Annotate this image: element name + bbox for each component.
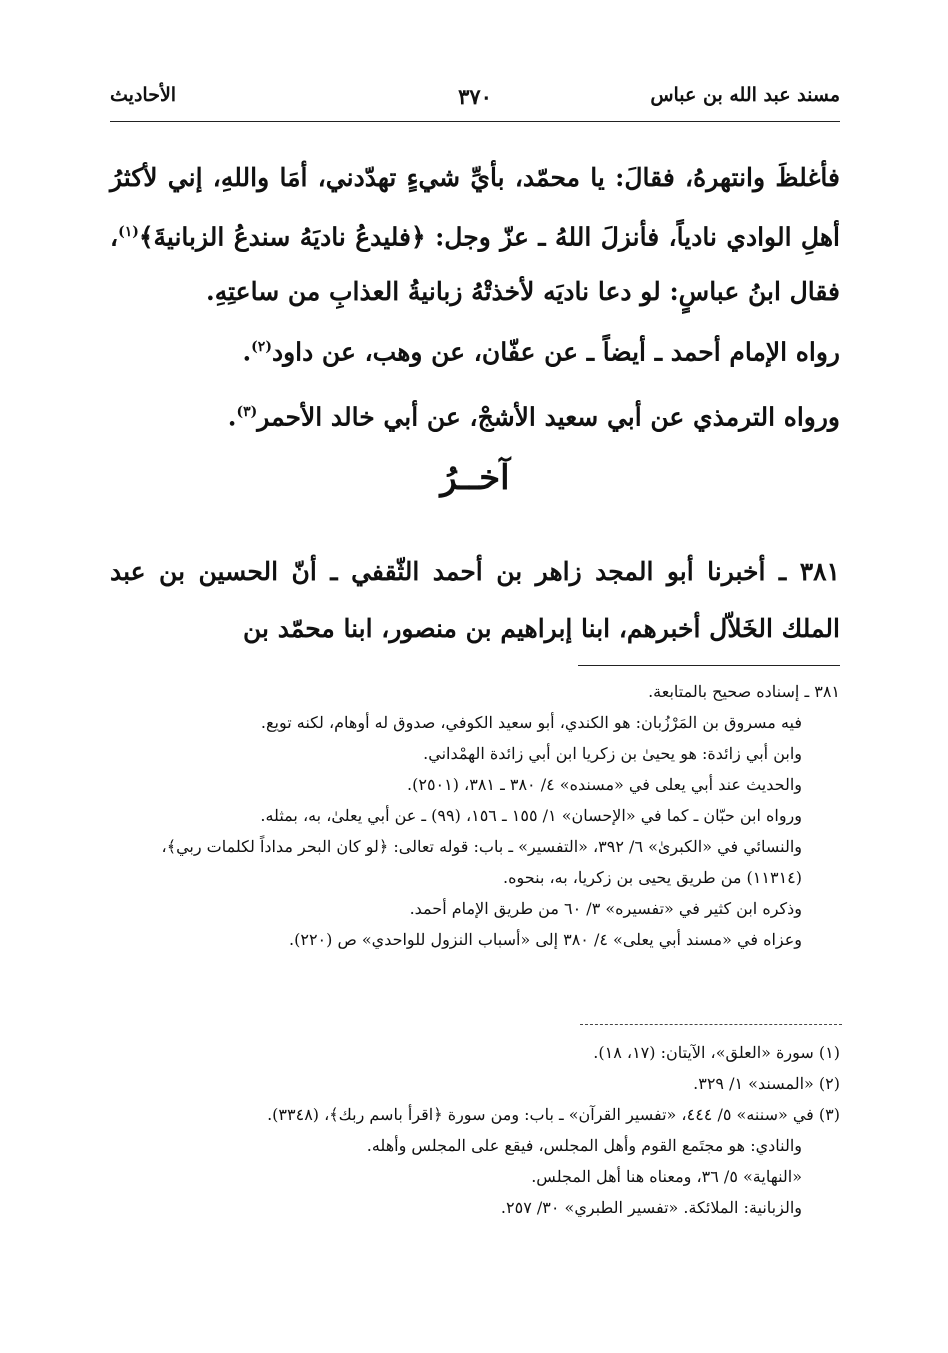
footnote-ref-2[interactable]: (٢) (251, 339, 272, 355)
footnote-3-line: «النهاية» ٥/ ٣٦، ومعناه هنا أهل المجلس. (531, 1167, 802, 1186)
narration-paragraph-ahmad (110, 320, 840, 379)
running-header (110, 84, 840, 120)
footnote-3-line: والنادي: هو مجتَمع القوم وأهل المجلس، فيقع على المجلس وأهله. (366, 1136, 802, 1155)
footnote-ref-1[interactable]: (١) (118, 224, 139, 240)
notes-divider (578, 665, 840, 666)
hadith-text-paragraph (110, 150, 840, 319)
paragraph-text: ورواه الترمذي عن أبي سعيد الأشجْ، عن أبي خالد الأحمر (257, 402, 840, 432)
notes-line: والحديث عند أبي يعلى في «مسنده» ٤/ ٣٨٠ ـ ٣٨١، (٢٥٠١). (407, 775, 802, 794)
footnotes-divider (580, 1024, 842, 1025)
header-book-title: مسند عبد الله بن عباس (650, 84, 840, 106)
takhrij-notes (130, 676, 840, 955)
notes-line: وعزاه في «مسند أبي يعلى» ٤/ ٣٨٠ إلى «أسباب النزول للواحدي» ص (٢٢٠). (289, 930, 802, 949)
header-section-title: الأحاديث (110, 84, 177, 106)
hadith-381-chain (110, 543, 840, 657)
paragraph-text-continued: ، فقال ابنُ عباسٍ: لو دعا ناديَه لأخذتْهُ زبانيةُ العذابِ من ساعتِهِ. (110, 222, 840, 307)
paragraph-text: رواه الإمام أحمد ـ أيضاً ـ عن عفّان، عن وهب، عن داود (271, 337, 840, 367)
footnote-ref-3[interactable]: (٣) (236, 404, 258, 420)
paragraph-end: . (242, 337, 252, 367)
notes-line: والنسائي في «الكبرىٰ» ٦/ ٣٩٢، «التفسير» ـ باب: قوله تعالى: ﴿لو كان البحر مداداً لكلمات ربي﴾، (١١٣١٤) من طريق يحيى بن زكريا، به، بنحوه. (161, 837, 802, 887)
paragraph-end: . (227, 402, 237, 432)
notes-heading: ٣٨١ ـ إسناده صحيح بالمتابعة. (648, 682, 840, 701)
page-number: ٣٧٠ (458, 84, 492, 109)
notes-line: وذكره ابن كثير في «تفسيره» ٣/ ٦٠ من طريق الإمام أحمد. (409, 899, 802, 918)
header-divider (110, 121, 840, 122)
footnote-1: (١) سورة «العلق»، الآيتان: (١٧، ١٨). (593, 1043, 840, 1062)
paragraph-text: ٣٨١ ـ أخبرنا أبو المجد زاهر بن أحمد الثّقفي ـ أنّ الحسين بن عبد الملك الخَلاّل أخبرهم، ابنا إبراهيم بن منصور، ابنا محمّد بن (110, 557, 840, 643)
narration-paragraph-tirmidhi (110, 385, 840, 444)
section-heading: آخــرُ (440, 458, 510, 498)
paragraph-text: فأغلظَ وانتهرهُ، فقالَ: يا محمّد، بأيِّ شيءٍ تهدّدني، أمَا واللهِ، إني لأكثرُ أهلِ الوادي نادياً، فأنزلَ اللهُ ـ عزّ وجل: ﴿فليدعُ ناديَهُ سندعُ الزبانيةَ﴾ (110, 163, 840, 252)
footnote-3-line: والزبانية: الملائكة. «تفسير الطبري» ٣٠/ ٢٥٧. (500, 1198, 802, 1217)
footnote-3: (٣) في «سننه» ٥/ ٤٤٤، «تفسير القرآن» ـ باب: ومن سورة ﴿اقرأ باسم ربك﴾، (٣٣٤٨). (267, 1105, 840, 1124)
notes-line: فيه مسروق بن المَرْزُبان: هو الكندي، أبو سعيد الكوفي، صدوق له أوهام، لكنه تويع. (260, 713, 802, 732)
footnotes (130, 1037, 840, 1223)
notes-line: وابن أبي زائدة: هو يحيىٰ بن زكريا ابن أبي زائدة الهمْداني. (423, 744, 802, 763)
footnote-2: (٢) «المسند» ١/ ٣٢٩. (693, 1074, 840, 1093)
notes-line: ورواه ابن حبّان ـ كما في «الإحسان» ١/ ١٥٥ ـ ١٥٦، (٩٩) ـ عن أبي يعلىٰ، به، بمثله. (260, 806, 802, 825)
